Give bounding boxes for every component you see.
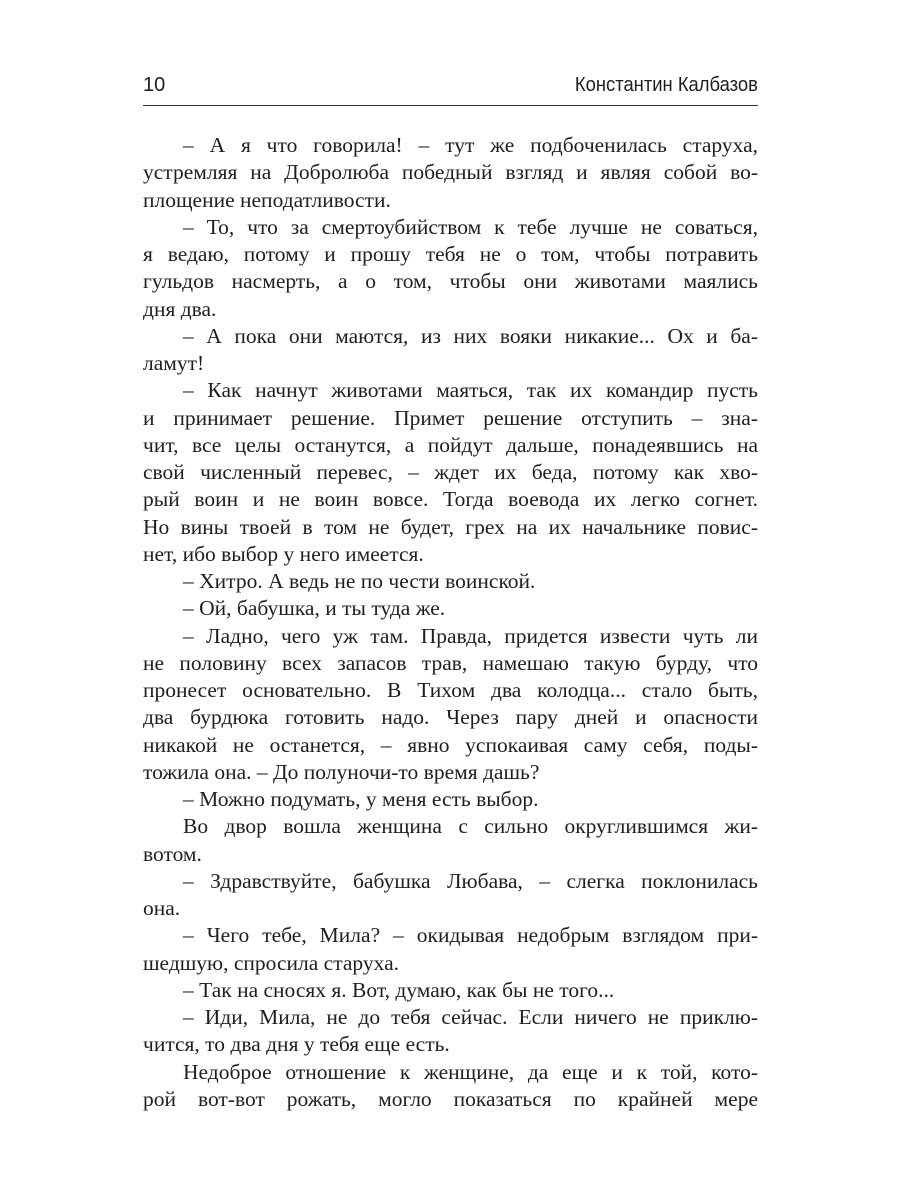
text-line: я ведаю, потому и прошу тебя не о том, чтобы потравить — [143, 242, 758, 266]
text-line: Недоброе отношение к женщине, да еще и к той, кото- — [183, 1059, 758, 1084]
text-line: ламут! — [143, 351, 205, 375]
text-line: – Хитро. А ведь не по чести воинской. — [183, 569, 536, 593]
text-line: – А я что говорила! – тут же подбоченилась старуха, — [183, 133, 758, 157]
text-line: Во двор вошла женщина с сильно округлившимся жи- — [183, 814, 758, 839]
text-line: не половину всех запасов трав, намешаю такую бурду, что — [143, 650, 758, 675]
text-line: устремляя на Добролюба победный взгляд и являя собой во- — [143, 160, 758, 185]
text-line: чится, то два дня у тебя еще есть. — [143, 1032, 450, 1057]
text-line: рой вот-вот рожать, могло показаться по крайней мере — [143, 1086, 758, 1111]
text-line: рый воин и не воин вовсе. Тогда воевода их легко согнет. — [143, 487, 758, 512]
text-line: она. — [143, 896, 181, 920]
text-line: – Чего тебе, Мила? – окидывая недобрым взглядом при- — [183, 923, 758, 948]
text-line: два бурдюка готовить надо. Через пару дней и опасности — [143, 705, 758, 730]
text-line: свой численный перевес, – ждет их беда, потому как хво- — [143, 460, 758, 484]
running-head-author: Константин Калбазов — [575, 74, 758, 96]
text-line: – А пока они маются, из них вояки никакие... Ох и ба- — [183, 323, 758, 348]
text-line: нет, ибо выбор у него имеется. — [143, 541, 424, 566]
text-line: пронесет основательно. В Тихом два колодца... стало быть, — [143, 678, 758, 702]
text-line: чит, все целы останутся, а пойдут дальше, понадеявшись на — [143, 432, 758, 457]
body-text — [143, 132, 758, 1113]
text-line: – Здравствуйте, бабушка Любава, – слегка поклонилась — [183, 868, 758, 893]
text-line: тожила она. – До полуночи-то время дашь? — [143, 759, 540, 784]
text-line: – Ладно, чего уж там. Правда, придется извести чуть ли — [183, 623, 758, 648]
running-header — [143, 74, 758, 104]
text-line: – Иди, Мила, не до тебя сейчас. Если ничего не приклю- — [183, 1005, 758, 1029]
text-line: Но вины твоей в том не будет, грех на их начальнике повис- — [143, 514, 758, 539]
text-line: – Как начнут животами маяться, так их командир пусть — [183, 378, 758, 403]
page-number: 10 — [143, 74, 166, 96]
text-line: гульдов насмерть, а о том, чтобы они животами маялись — [143, 269, 758, 294]
text-line: – Так на сносях я. Вот, думаю, как бы не того... — [183, 977, 615, 1002]
text-line: шедшую, спросила старуха. — [143, 950, 399, 975]
text-line: площение неподатливости. — [143, 187, 391, 212]
text-line: дня два. — [143, 296, 217, 321]
text-line: – То, что за смертоубийством к тебе лучше не соваться, — [183, 214, 758, 239]
text-line: – Можно подумать, у меня есть выбор. — [183, 787, 539, 811]
text-line: – Ой, бабушка, и ты туда же. — [183, 596, 446, 621]
text-line: никакой не останется, – явно успокаивая саму себя, поды- — [143, 732, 758, 757]
text-line: вотом. — [143, 841, 202, 866]
text-line: и принимает решение. Примет решение отступить – зна- — [143, 405, 758, 430]
header-rule — [143, 105, 758, 106]
